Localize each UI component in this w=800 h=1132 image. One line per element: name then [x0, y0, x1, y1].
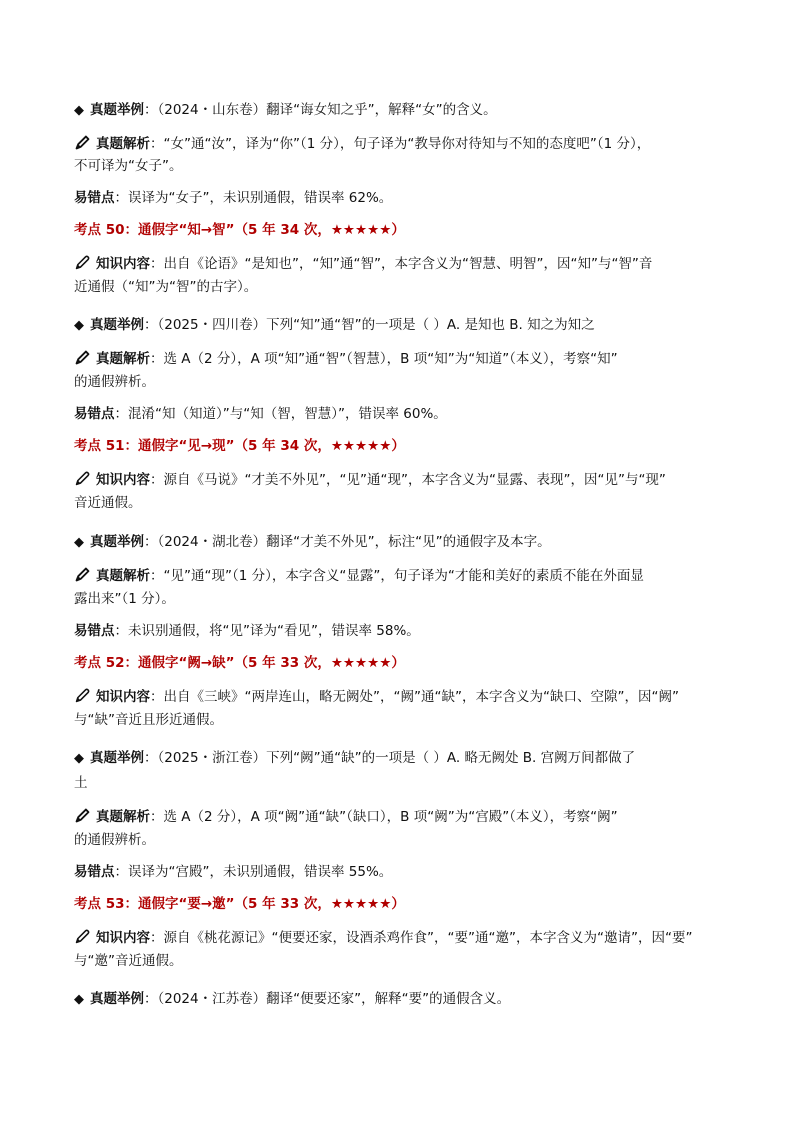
- pencil-icon: [74, 254, 91, 271]
- knowledge-line-cont: 与“缺”音近且形近通假。: [74, 712, 223, 728]
- analysis-line-cont: 的通假辨析。: [74, 374, 155, 390]
- knowledge-label: 知识内容: [96, 472, 150, 488]
- error-line: [74, 622, 734, 640]
- pen-icon: [74, 566, 91, 583]
- analysis-line: [74, 807, 734, 826]
- knowledge-text: ：源自《桃花源记》“便要还家，设酒杀鸡作食”，“要”通“邀”，本字含义为“邀请”，因“要”: [150, 930, 693, 946]
- error-line: [74, 189, 734, 207]
- knowledge-line-cont: 音近通假。: [74, 495, 142, 511]
- section-title: 考点 51：通假字“见→现”（5 年 34 次，★★★★★）: [74, 438, 405, 454]
- diamond-icon: ◆: [74, 103, 84, 118]
- analysis-line-cont: 的通假辨析。: [74, 832, 155, 848]
- diamond-icon: ◆: [74, 751, 84, 766]
- error-label: 易错点: [74, 623, 115, 639]
- example-label: 真题举例: [90, 534, 144, 550]
- example-text: ：（2024・湖北卷）翻译“才美不外见”，标注“见”的通假字及本字。: [144, 534, 551, 550]
- analysis-text: ：“见”通“现”（1 分），本字含义“显露”，句子译为“才能和美好的素质不能在外面显: [150, 568, 644, 584]
- knowledge-label: 知识内容: [96, 689, 150, 705]
- analysis-label: 真题解析: [96, 568, 150, 584]
- diamond-icon: ◆: [74, 535, 84, 550]
- analysis-text: ：“女”通“汝”，译为“你”（1 分），句子译为“教导你对待知与不知的态度吧”（1 分），: [150, 136, 651, 152]
- knowledge-text: ：出自《论语》“是知也”，“知”通“智”，本字含义为“智慧、明智”，因“知”与“智”音: [150, 256, 653, 272]
- error-line: [74, 863, 734, 881]
- knowledge-line-cont: 与“邀”音近通假。: [74, 953, 183, 969]
- pencil-icon: [74, 928, 91, 945]
- knowledge-text: ：出自《三峡》“两岸连山，略无阙处”，“阙”通“缺”，本字含义为“缺口、空隙”，因“阙”: [150, 689, 679, 705]
- example-label: 真题举例: [90, 991, 144, 1007]
- knowledge-line: [74, 928, 734, 947]
- knowledge-label: 知识内容: [96, 256, 150, 272]
- analysis-label: 真题解析: [96, 136, 150, 152]
- analysis-text: ：选 A（2 分），A 项“知”通“智”（智慧），B 项“知”为“知道”（本义），考察“知”: [150, 351, 618, 367]
- analysis-line-cont: 不可译为“女子”。: [74, 158, 183, 174]
- analysis-label: 真题解析: [96, 351, 150, 367]
- section-title: 考点 50：通假字“知→智”（5 年 34 次，★★★★★）: [74, 222, 405, 238]
- pencil-icon: [74, 470, 91, 487]
- example-text: ：（2024・江苏卷）翻译“便要还家”，解释“要”的通假含义。: [144, 991, 511, 1007]
- pen-icon: [74, 349, 91, 366]
- example-label: 真题举例: [90, 102, 144, 118]
- pen-icon: [74, 807, 91, 824]
- error-text: ：误译为“女子”，未识别通假，错误率 62%。: [114, 190, 393, 206]
- example-line: [74, 101, 734, 120]
- example-line: [74, 749, 734, 768]
- example-text: ：（2025・浙江卷）下列“阙”通“缺”的一项是（ ）A. 略无阙处 B. 宫阙万间都做了: [144, 750, 636, 766]
- example-text: ：（2024・山东卷）翻译“诲女知之乎”，解释“女”的含义。: [144, 102, 497, 118]
- error-text: ：未识别通假，将“见”译为“看见”，错误率 58%。: [114, 623, 420, 639]
- knowledge-line: [74, 687, 734, 706]
- example-line: [74, 533, 734, 552]
- diamond-icon: ◆: [74, 318, 84, 333]
- analysis-text: ：选 A（2 分），A 项“阙”通“缺”（缺口），B 项“阙”为“宫殿”（本义），考察“阙”: [150, 809, 618, 825]
- example-label: 真题举例: [90, 317, 144, 333]
- knowledge-line-cont: 近通假（“知”为“智”的古字）。: [74, 279, 258, 295]
- analysis-line: [74, 566, 734, 585]
- error-label: 易错点: [74, 864, 115, 880]
- diamond-icon: ◆: [74, 992, 84, 1007]
- pen-icon: [74, 134, 91, 151]
- error-label: 易错点: [74, 190, 115, 206]
- knowledge-text: ：源自《马说》“才美不外见”，“见”通“现”，本字含义为“显露、表现”，因“见”与“现”: [150, 472, 666, 488]
- knowledge-label: 知识内容: [96, 930, 150, 946]
- error-label: 易错点: [74, 406, 115, 422]
- error-text: ：误译为“宫殿”，未识别通假，错误率 55%。: [114, 864, 393, 880]
- analysis-label: 真题解析: [96, 809, 150, 825]
- example-label: 真题举例: [90, 750, 144, 766]
- pencil-icon: [74, 687, 91, 704]
- section-title: 考点 52：通假字“阙→缺”（5 年 33 次，★★★★★）: [74, 655, 405, 671]
- section-title: 考点 53：通假字“要→邀”（5 年 33 次，★★★★★）: [74, 896, 405, 912]
- analysis-line: [74, 349, 734, 368]
- example-text: ：（2025・四川卷）下列“知”通“智”的一项是（ ）A. 是知也 B. 知之为知之: [144, 317, 595, 333]
- error-line: [74, 405, 734, 423]
- error-text: ：混淆“知（知道）”与“知（智，智慧）”，错误率 60%。: [114, 406, 447, 422]
- example-line: [74, 316, 734, 335]
- analysis-line-cont: 露出来”（1 分）。: [74, 591, 175, 607]
- knowledge-line: [74, 470, 734, 489]
- analysis-line: [74, 134, 734, 153]
- knowledge-line: [74, 254, 734, 273]
- example-line: [74, 990, 734, 1009]
- example-line-cont: 土: [74, 775, 88, 791]
